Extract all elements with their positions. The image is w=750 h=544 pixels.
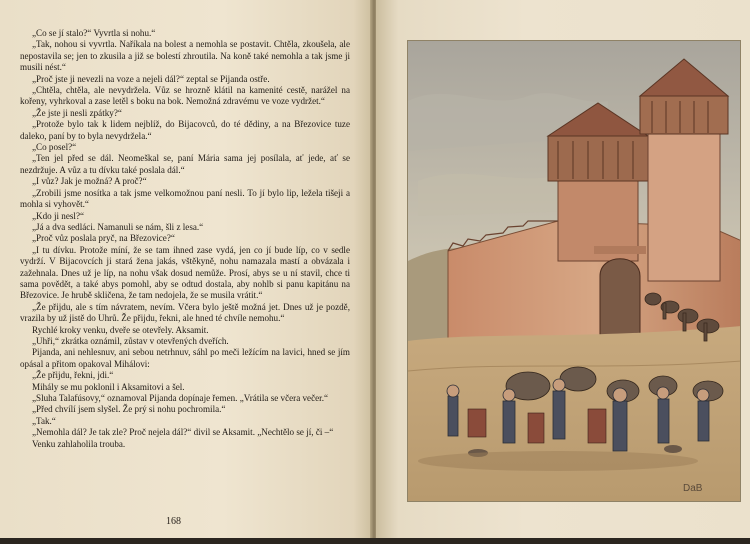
paragraph: „Sluha Talafúsovy,“ oznamoval Pijanda dopínaje řemen. „Vrátila se včera večer.“: [32, 393, 329, 403]
paragraph: „Proč jste ji nevezli na voze a nejeli dál?“ zeptal se Pijanda ostře.: [32, 73, 270, 84]
paragraph: „Chtěla, chtěla, ale nevydržela. Vůz se hrozně klátil na kamenité cestě, narážel na kořeny, vyhrkoval a zase letěl s boku na bok. Nemožná zdravému ve voze vydržet.“: [20, 85, 350, 107]
paragraph: „Před chvílí jsem slyšel. Že prý si nohu pochromila.“: [32, 404, 226, 415]
paragraph: „I vůz? Jak je možná? A proč?“: [32, 176, 147, 187]
paragraph: „Co posel?“: [32, 142, 77, 153]
paragraph: „Že přijdu, ale s tím návratem, nevím. Včera bylo ještě možná jet. Dnes už je pozdě, vrazila by už jistě do Uhrů. Že přijdu, řekni, ale hned té chvíle nemohu.“: [20, 301, 350, 324]
paragraph: „Co se jí stalo?“ Vyvrtla si nohu.“: [32, 28, 156, 38]
paragraph: „I tu dívku. Protože míní, že se tam ihned zase vydá, jen co jí bude líp, co v sedle vydrží. V Bijacovcích ji stará žena jakás, vštěkyně, nohu namazala mastí a obvázala i zažehnala. Dnes už je líp, na nohu však dosud nemůže. Prosí, abys se u ní stavil, chce ti sama povědět, a také abys pomohl, aby se odtud dostala, aby nohlb si panu kapitánu na Březovice. Je hrubě skličena, že tam nedojela, že se musila vrátit.“: [20, 244, 350, 301]
paragraph: „Zrobili jsme nosítka a tak jsme velkomožnou paní nesli. To jí bylo lip, ležela tišeji a mohla si vyhovět.“: [20, 187, 350, 210]
paragraph: „Že přijdu, řekni, jdi.“: [32, 370, 114, 381]
page-number: 168: [166, 516, 181, 527]
paragraph: Mihály se mu poklonil i Aksamitovi a šel.: [32, 381, 185, 392]
paragraph: „Že jste ji nesli zpátky?“: [32, 107, 122, 118]
paragraph: „Tak, nohou si vyvrtla. Naříkala na bolest a nemohla se postavit. Chtěla, zkoušela, ale nepostavila se; jen to zkusila a již se bolestí zhroutila. Na koně také nemohla a tak jsme ji musili nést.“: [20, 39, 350, 73]
paragraph: Pijanda, ani nehlesnuv, ani sebou netrhnuv, sáhl po meči ležícím na lavici, hned se jím opásal a přitom opakoval Mihálovi:: [20, 347, 350, 369]
paragraph: „Protože bylo tak k lidem nejblíž, do Bijacovců, do té dědiny, a na Březovice tuze daleko, paní by to byla nevydržela.“: [20, 119, 350, 141]
left-page-text: [20, 28, 350, 450]
paragraph: Rychlé kroky venku, dveře se otevřely. Aksamit.: [32, 324, 209, 335]
paragraph: „Tak.“: [32, 415, 56, 426]
paragraph: „Uhři,“ zkrátka oznámil, zůstav v otevřených dveřích.: [32, 335, 229, 346]
paragraph: „Nemohla dál? Je tak zle? Proč nejela dál?“ divil se Aksamit. „Nechtělo se jí, či –“: [32, 427, 334, 438]
paragraph: „Já a dva sedláci. Namanuli se nám, šli z lesa.“: [32, 221, 204, 232]
book-bottom-edge: [0, 538, 750, 544]
castle-gate-illustration: [407, 40, 741, 502]
paragraph: Venku zahlaholila trouba.: [32, 438, 126, 449]
paragraph: „Proč vůz poslala pryč, na Březovice?“: [32, 233, 175, 244]
left-page: [0, 0, 372, 544]
paragraph: „Ten jel před se dál. Neomeškal se, paní Mária sama jej posílala, ať jede, ať se nezdržuje. A vůz a tu dívku také poslala dál.“: [20, 153, 350, 175]
illustration-signature: DaB: [683, 483, 703, 494]
paragraph: „Kdo ji nesl?“: [32, 210, 85, 221]
